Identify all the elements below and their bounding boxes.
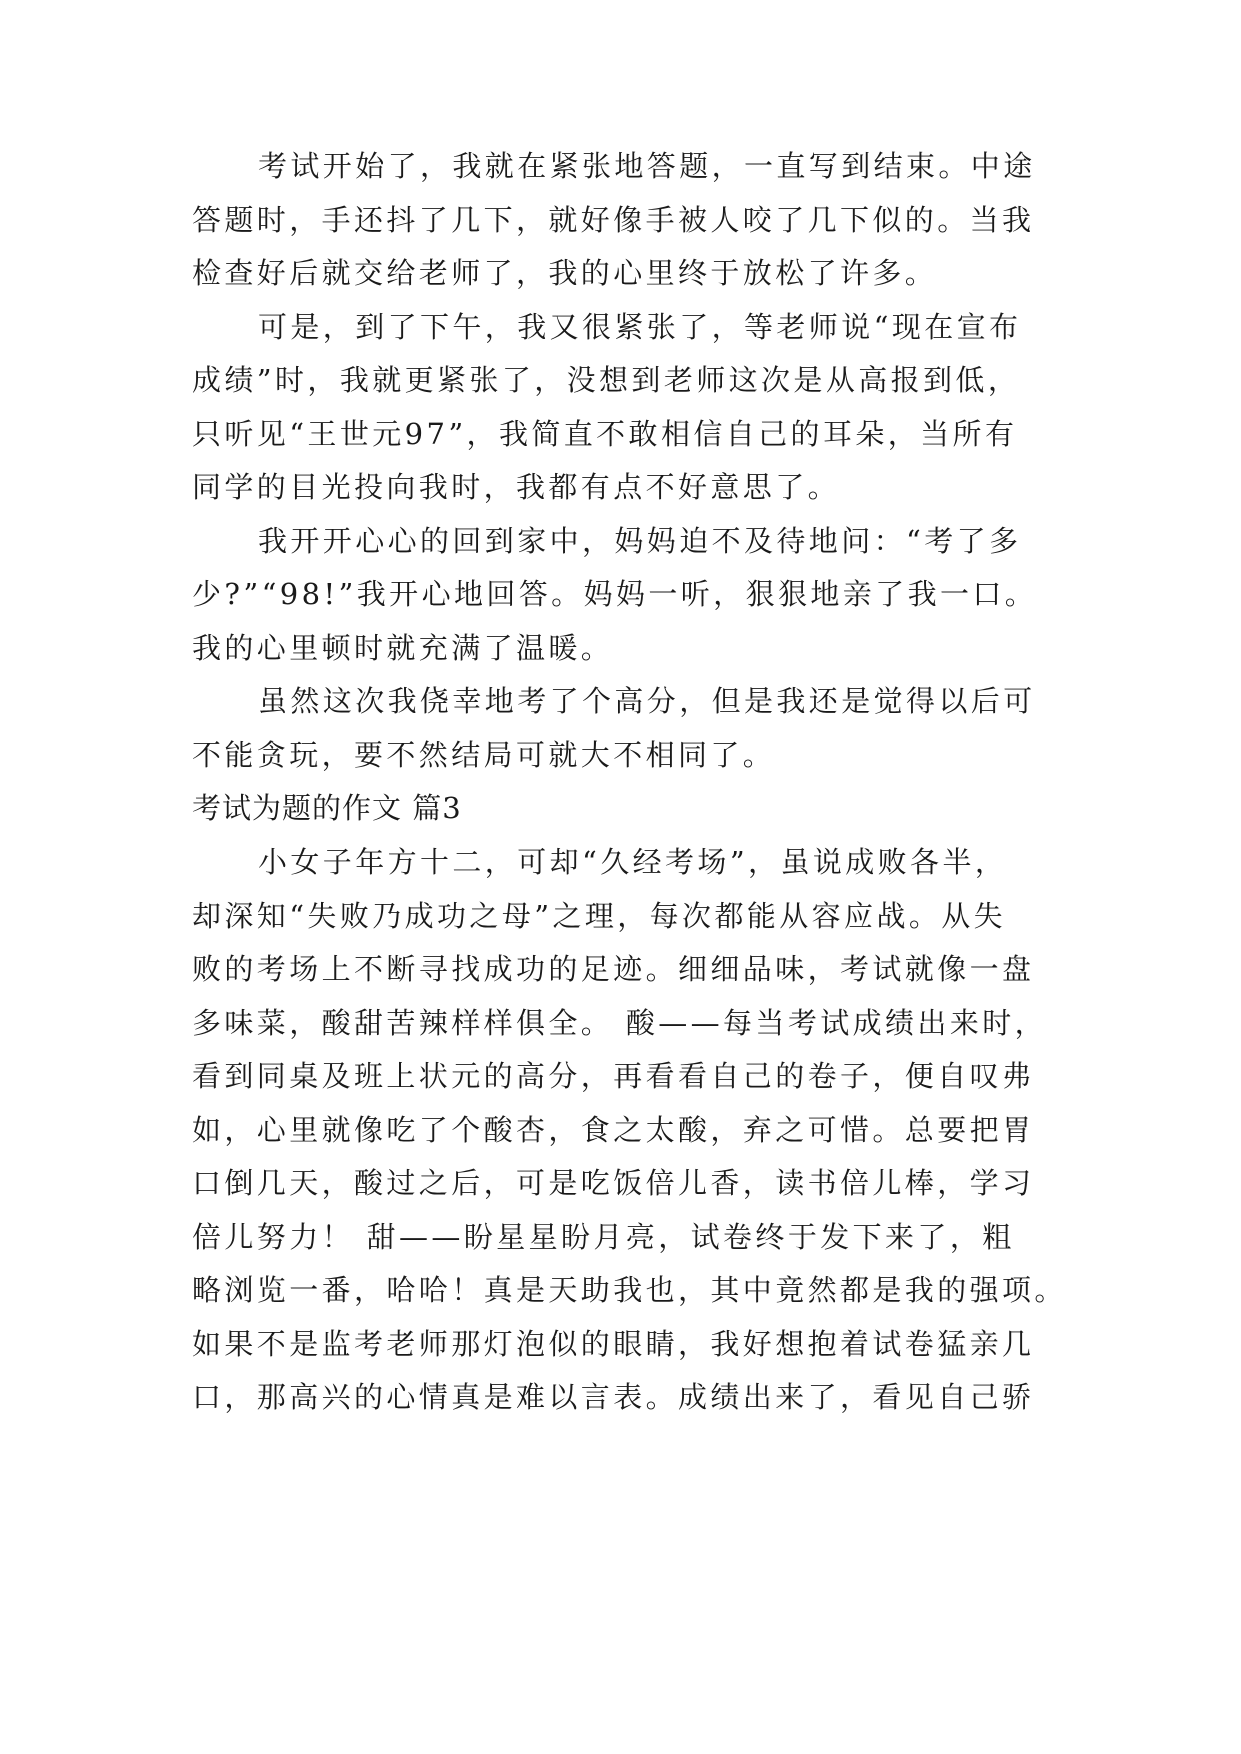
paragraph-line: 小女子年方十二，可却“久经考场”，虽说成败各半， (258, 845, 1008, 879)
paragraph-line: 如果不是监考老师那灯泡似的眼睛，我好想抱着试卷猛亲几 (192, 1327, 1035, 1361)
paragraph-line: 同学的目光投向我时，我都有点不好意思了。 (192, 470, 841, 504)
paragraph-line: 考试开始了，我就在紧张地答题，一直写到结束。中途 (258, 149, 1036, 183)
paragraph-line: 只听见“王世元97”，我简直不敢相信自己的耳朵，当所有 (192, 417, 1018, 451)
paragraph-line: 我的心里顿时就充满了温暖。 (192, 631, 614, 665)
paragraph-line: 少?”“98!”我开心地回答。妈妈一听，狠狠地亲了我一口。 (192, 577, 1038, 611)
paragraph-line: 虽然这次我侥幸地考了个高分，但是我还是觉得以后可 (258, 684, 1036, 718)
paragraph-line: 口倒几天，酸过之后，可是吃饭倍儿香，读书倍儿棒，学习 (192, 1166, 1035, 1200)
paragraph-line: 倍儿努力！ 甜——盼星星盼月亮，试卷终于发下来了，粗 (192, 1220, 1015, 1254)
paragraph-line: 我开开心心的回到家中，妈妈迫不及待地问：“考了多 (258, 524, 1022, 558)
paragraph-line: 检查好后就交给老师了，我的心里终于放松了许多。 (192, 256, 938, 290)
paragraph-line: 却深知“失败乃成功之母”之理，每次都能从容应战。从失 (192, 899, 1007, 933)
paragraph-line: 看到同桌及班上状元的高分，再看看自己的卷子，便自叹弗 (192, 1059, 1035, 1093)
paragraph-line: 略浏览一番，哈哈！真是天助我也，其中竟然都是我的强项。 (192, 1273, 1067, 1307)
paragraph-line: 口，那高兴的心情真是难以言表。成绩出来了，看见自己骄 (192, 1380, 1035, 1414)
paragraph-line: 答题时，手还抖了几下，就好像手被人咬了几下似的。当我 (192, 203, 1035, 237)
paragraph-line: 可是，到了下午，我又很紧张了，等老师说“现在宣布 (258, 310, 1022, 344)
paragraph-line: 成绩”时，我就更紧张了，没想到老师这次是从高报到低， (192, 363, 1021, 397)
paragraph-line: 不能贪玩，要不然结局可就大不相同了。 (192, 738, 776, 772)
paragraph-line: 如，心里就像吃了个酸杏，食之太酸，弃之可惜。总要把胃 (192, 1113, 1035, 1147)
paragraph-line: 败的考场上不断寻找成功的足迹。细细品味，考试就像一盘 (192, 952, 1035, 986)
section-heading: 考试为题的作文 篇3 (192, 791, 462, 825)
paragraph-line: 多味菜，酸甜苦辣样样俱全。 酸——每当考试成绩出来时， (192, 1006, 1048, 1040)
